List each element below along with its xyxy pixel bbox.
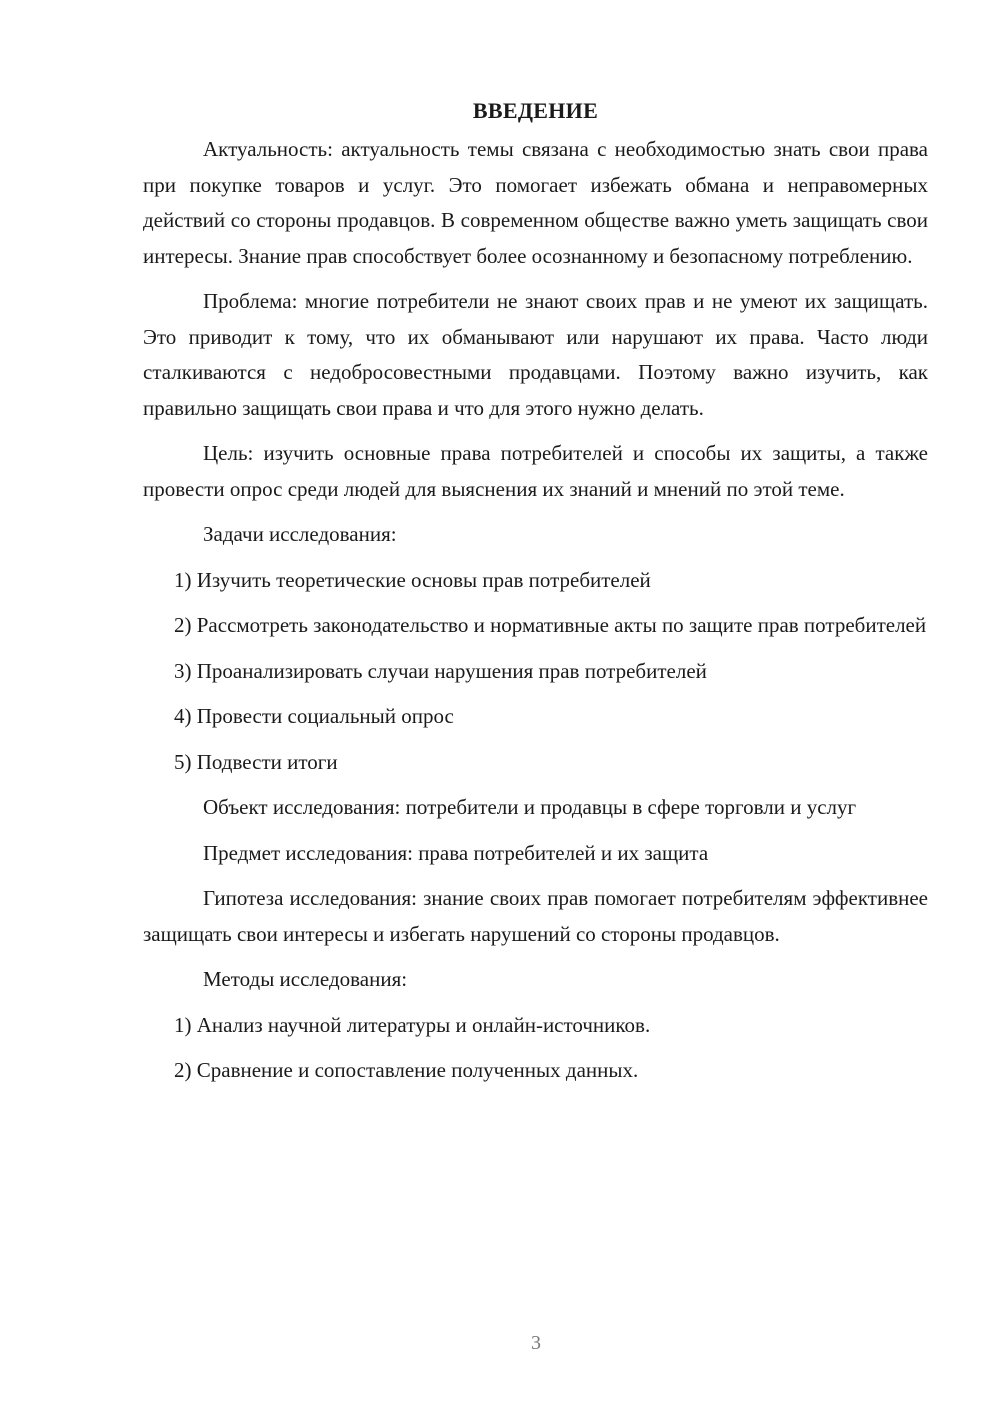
goal-paragraph: Цель: изучить основные права потребителей и способы их защиты, а также провести опрос среди людей для выяснения их знаний и мнений по этой теме. [143, 441, 928, 501]
task-item: 3) Проанализировать случаи нарушения прав потребителей [174, 658, 707, 683]
task-item: 1) Изучить теоретические основы прав потребителей [174, 567, 651, 592]
problem-paragraph: Проблема: многие потребители не знают своих прав и не умеют их защищать. Это приводит к тому, что их обманывают или нарушают их права. Часто люди сталкиваются с недобросовестными продавцами. Поэтому важно изучить, как правильно защищать свои права и что для этого нужно делать. [143, 289, 928, 420]
section-heading: ВВЕДЕНИЕ [472, 98, 599, 123]
task-item: 5) Подвести итоги [174, 749, 338, 774]
hypothesis-paragraph: Гипотеза исследования: знание своих прав помогает потребителям эффективнее защищать свои интересы и избегать нарушений со стороны продавцов. [143, 886, 928, 946]
object-paragraph: Объект исследования: потребители и продавцы в сфере торговли и услуг [203, 795, 857, 819]
method-item: 2) Сравнение и сопоставление полученных данных. [174, 1058, 639, 1082]
tasks-label: Задачи исследования: [203, 522, 397, 546]
document-page [143, 93, 928, 1099]
method-item: 1) Анализ научной литературы и онлайн-источников. [174, 1012, 651, 1037]
subject-paragraph: Предмет исследования: права потребителей и их защита [203, 840, 709, 865]
task-item: 4) Провести социальный опрос [174, 704, 454, 728]
task-item: 2) Рассмотреть законодательство и нормативные акты по защите прав потребителей [174, 613, 927, 637]
page-number: 3 [531, 1332, 541, 1354]
methods-label: Методы исследования: [203, 967, 408, 991]
relevance-paragraph: Актуальность: актуальность темы связана с необходимостью знать свои права при покупке товаров и услуг. Это помогает избежать обмана и неправомерных действий со стороны продавцов. В современном обществе важно уметь защищать свои интересы. Знание прав способствует более осознанному и безопасному потреблению. [143, 137, 928, 268]
